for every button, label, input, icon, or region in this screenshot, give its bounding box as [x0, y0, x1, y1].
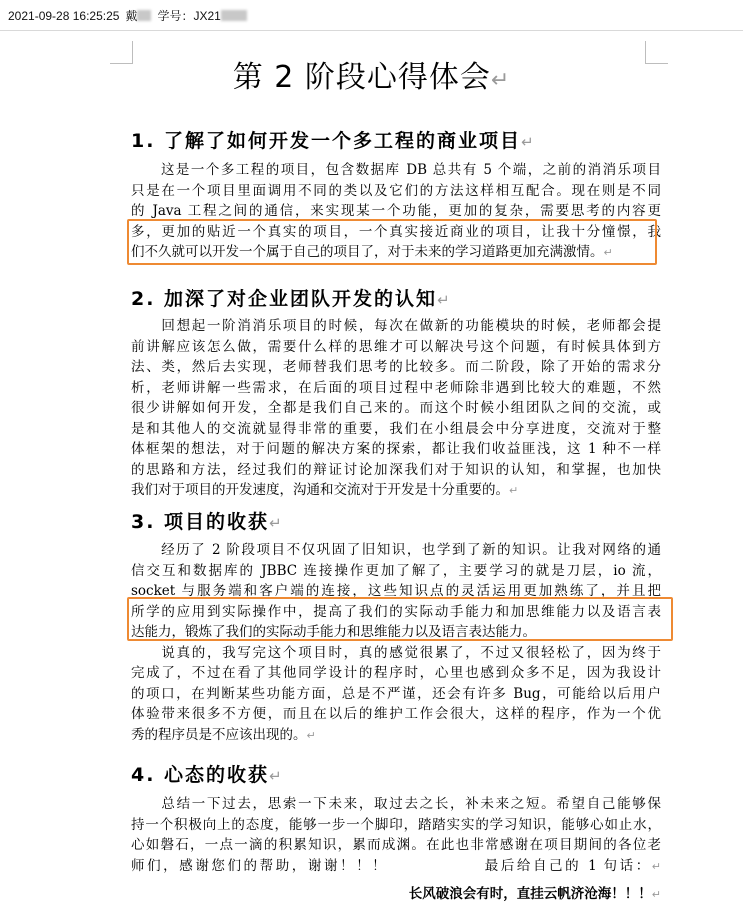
text-line-end: 我们对于项目的开发速度，沟通和交流对于开发是十分重要的。↵ — [131, 482, 519, 498]
text-line: 心如磐石，一点一滴的积累知识，累而成渊。在此也非常感谢在项目期间的各位老 — [131, 837, 661, 853]
text-line: 达能力，锻炼了我们的实际动手能力和思维能力以及语言表达能力。 — [131, 624, 536, 640]
redacted-name — [137, 10, 151, 21]
section-4-body — [131, 794, 661, 905]
section-3-body — [131, 540, 661, 745]
text-line: 说真的，我写完这个项目时，真的感觉很累了，不过又很轻松了，因为终于 — [131, 644, 661, 661]
text-line: 很少讲解如何开发，全都是我们自己来的。而这个时候小组团队之间的交流，或 — [131, 400, 661, 416]
text-line: 总结一下过去，思索一下未来，取过去之长，补未来之短。希望自己能够保 — [131, 796, 661, 812]
section-heading-2: 2. 加深了对企业团队开发的认知↵ — [131, 288, 450, 310]
text-line: 完成了，不过在看了其他同学设计的程序时，心里也感到众多不足，因为我设计 — [131, 665, 661, 681]
text-line: 所学的应用到实际操作中，提高了我们的实际动手能力和加思维能力以及语言表 — [131, 603, 661, 620]
text-line: 信交互和数据库的 JBBC 连接操作更加了解了，主要学习的就是刀层，io 流， — [131, 562, 661, 579]
text-line: 是和其他人的交流就显得非常的重要，我们在小组晨会中分享进度，交流对于整 — [131, 420, 661, 437]
section-heading-3: 3. 项目的收获↵ — [131, 511, 282, 533]
closing-motto: 长风破浪会有时，直挂云帆济沧海！！！↵ — [408, 886, 661, 902]
text-line: 的思路和方法，经过我们的辩证讨论加深我们对于知识的认知，和掌握，也加快 — [131, 461, 661, 478]
student-id: 学号：JX21 — [157, 9, 221, 23]
scan-header-text — [8, 7, 247, 24]
text-line: 析，老师讲解一些需求，在后面的项目过程中老师除非遇到比较大的难题，不然 — [131, 379, 661, 396]
scan-header-bar — [0, 0, 743, 31]
text-line-end: 师们，感谢您们的帮助，谢谢！！！ 最后给自己的 1 句话：↵ — [131, 857, 661, 874]
text-line: 体验带来很多不方便，而且在以后的维护工作会很大，这样的程序，作为一个优 — [131, 706, 661, 722]
text-line-end: 秀的程序员是不应该出现的。↵ — [131, 726, 316, 743]
timestamp: 2021-09-28 16:25:25 — [8, 9, 120, 23]
section-2-body — [131, 316, 661, 501]
section-heading-4: 4. 心态的收获↵ — [131, 764, 282, 786]
text-line: 持一个积极向上的态度，能够一步一个脚印，踏踏实实的学习知识，能够心如止水， — [131, 816, 661, 833]
document-title: 第 2 阶段心得体会↵ — [232, 60, 511, 95]
section-heading-1: 1. 了解了如何开发一个多工程的商业项目↵ — [131, 130, 534, 152]
text-line: 这是一个多工程的项目，包含数据库 DB 总共有 5 个端，之前的消消乐项目 — [131, 162, 661, 178]
highlight-box — [127, 219, 657, 265]
text-line-end: 们不久就可以开发一个属于自己的项目了，对于未来的学习道路更加充满激情。↵ — [131, 244, 613, 260]
paragraph-mark: ↵ — [490, 68, 511, 93]
text-line: 只是在一个项目里面调用不同的类以及它们的方法这样相互配合。现在则是不同 — [131, 182, 661, 199]
text-line: 的项口，在判断某些功能方面，总是不严谨，还会有许多 Bug，可能给以后用户 — [131, 685, 661, 702]
student-name: 戴 — [125, 9, 138, 23]
text-line: 经历了 2 阶段项目不仅巩固了旧知识，也学到了新的知识。让我对网络的通 — [131, 542, 661, 558]
text-line: 前讲解应该怎么做，需要什么样的思维才可以解决号这个问题，有时候具体到方 — [131, 338, 661, 355]
text-line: 回想起一阶消消乐项目的时候，每次在做新的功能模块的时候，老师都会提 — [131, 318, 661, 334]
text-line: 法、类，然后去实现，老师替我们思考的比较多。而二阶段，除了开始的需求分 — [131, 359, 661, 375]
text-line: 多，更加的贴近一个真实的项目，一个真实接近商业的项目，让我十分憧憬，我 — [131, 223, 661, 240]
text-line: 的 Java 工程之间的通信，来实现某一个功能，更加的复杂，需要思考的内容更 — [131, 203, 661, 219]
text-line: 体框架的想法，对于问题的解决方案的探索，都让我们收益匪浅，这 1 种不一样 — [131, 441, 661, 457]
text-line: socket 与服务端和客户端的连接，这些知识点的灵活运用更加熟练了，并且把 — [131, 583, 661, 599]
highlight-box — [127, 597, 673, 641]
redacted-student-id — [221, 10, 247, 21]
